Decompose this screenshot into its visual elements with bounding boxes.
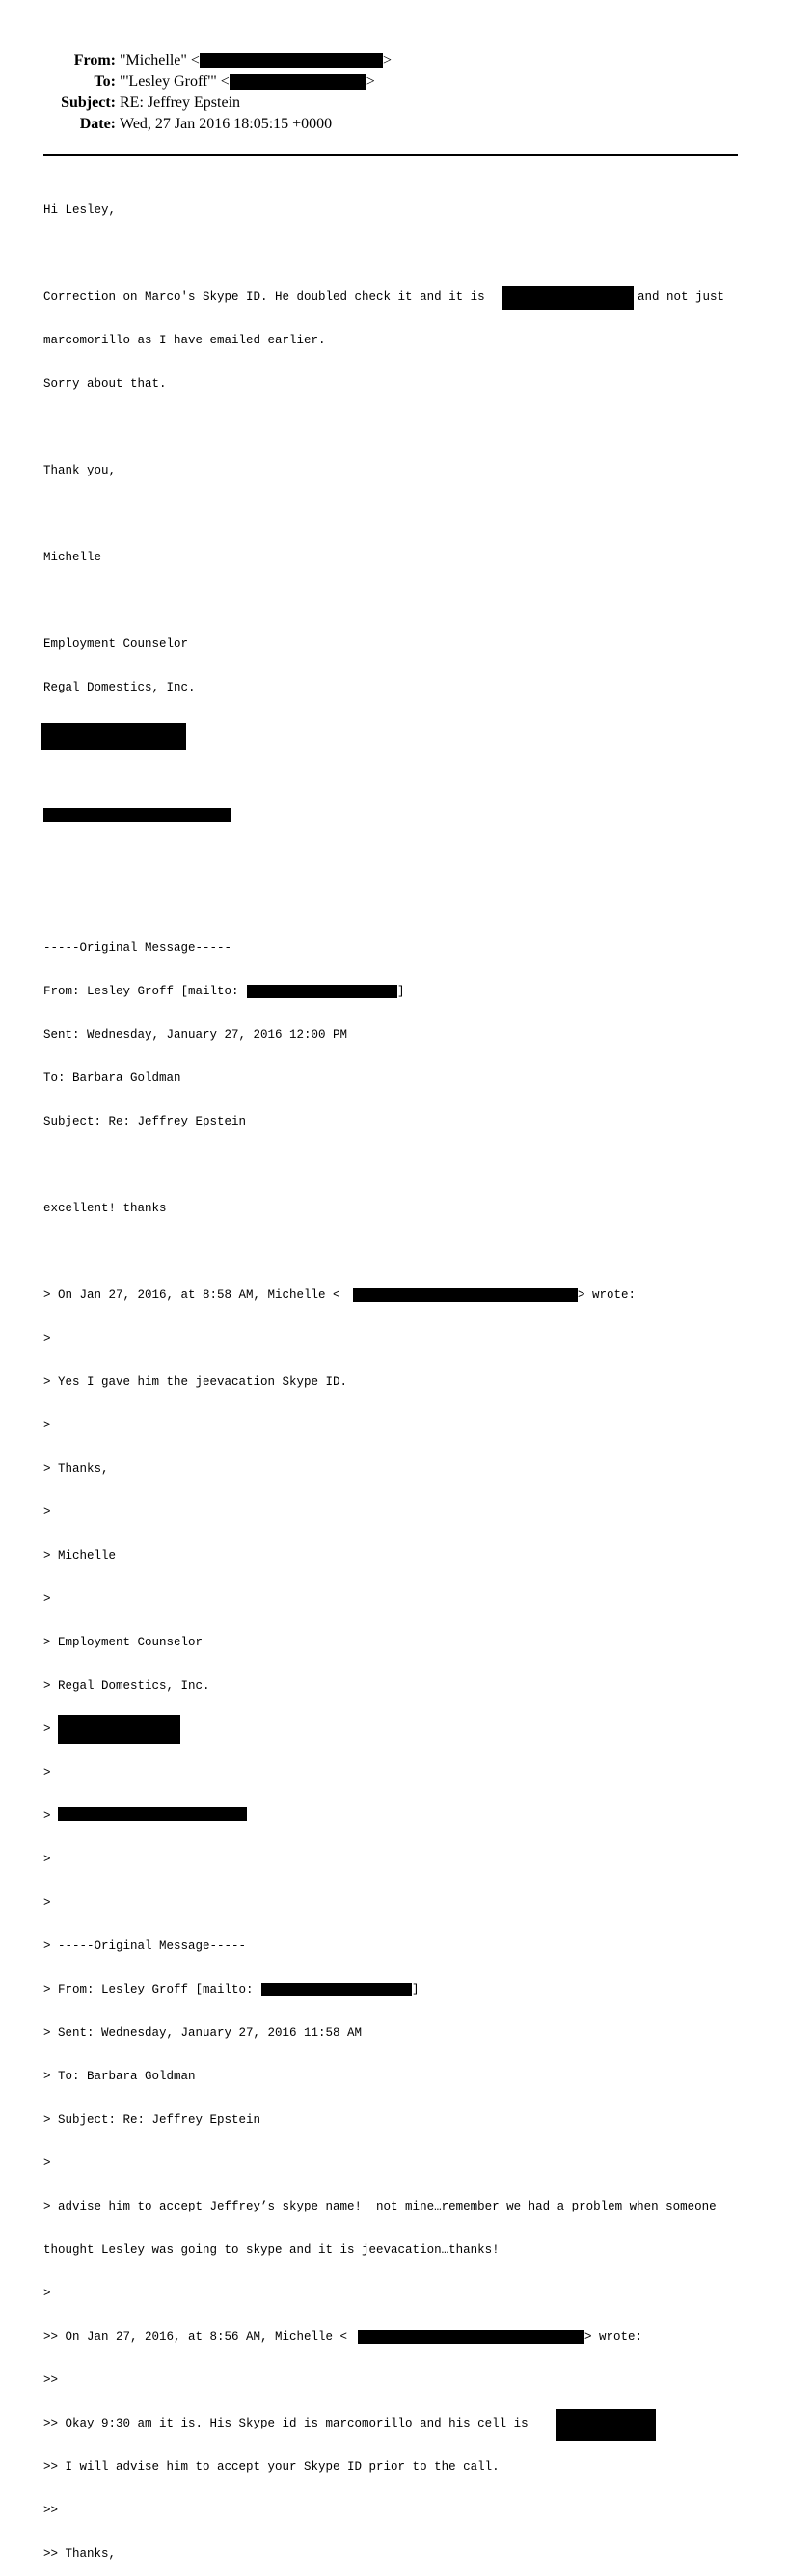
body-line [43,290,757,305]
redacted-block [43,808,231,822]
body-line: Subject: Re: Jeffrey Epstein [43,1115,247,1128]
body-line: > [43,1592,51,1606]
body-line: > Michelle [43,1549,117,1562]
body-line: > [43,2287,51,2300]
redacted-block [230,74,366,90]
quote-marker: > [43,1809,51,1823]
redacted-block [247,985,397,998]
body-line: > [43,1332,51,1345]
body-line: >> [43,2373,59,2387]
body-line: Thank you, [43,464,117,477]
body-line [43,811,757,826]
to-tail: > [366,73,375,90]
redacted-block [261,1983,412,1996]
redacted-block [41,723,186,750]
body-line: thought Lesley was going to skype and it is jeevacation…thanks! [43,2243,500,2257]
body-line: >> [43,2504,59,2517]
body-line: > [43,2156,51,2170]
body-line: To: Barbara Goldman [43,1071,181,1085]
body-line: >> I will advise him to accept your Skype ID prior to the call. [43,2460,500,2474]
body-line: > Regal Domestics, Inc. [43,1679,210,1693]
quote-from-tail: ] [412,1983,420,1996]
body-line [43,2417,757,2431]
body-line: Hi Lesley, [43,203,117,217]
message-body [43,175,757,2576]
from-label: From: [73,52,116,68]
body-line: Michelle [43,551,102,564]
body-line: > -----Original Message----- [43,1939,247,1953]
body-line [43,2330,757,2345]
redacted-block [58,1807,247,1821]
from-tail: > [382,52,392,68]
body-line: > Yes I gave him the jeevacation Skype ID. [43,1375,348,1389]
subject-label: Subject: [61,95,116,111]
from-value [120,51,392,70]
redacted-block [353,1288,578,1302]
body-line: > Employment Counselor [43,1636,204,1649]
body-line [43,1809,757,1824]
body-line: > [43,1896,51,1910]
body-line: > To: Barbara Goldman [43,2070,196,2083]
body-line [43,1288,757,1303]
body-line: >> Thanks, [43,2547,117,2561]
to-value [120,72,375,92]
orig-from-text: From: Lesley Groff [mailto: [43,985,239,998]
body-line [43,985,757,999]
body-line: > [43,1419,51,1432]
body-line: excellent! thanks [43,1202,167,1215]
correction-tail: and not just [638,290,725,304]
quote-on-tail: > wrote: [578,1288,637,1302]
date-label: Date: [79,116,116,132]
body-line: > advise him to accept Jeffrey’s skype name! not mine…remember we had a problem when someone [43,2200,717,2213]
redacted-block [58,1715,180,1744]
orig-from-tail: ] [397,985,405,998]
body-line: > [43,1505,51,1519]
body-line [43,724,757,739]
subject-value: RE: Jeffrey Epstein [120,95,241,111]
body-line [43,1983,757,1997]
correction-text: Correction on Marco's Skype ID. He doubled check it and it is [43,290,485,304]
body-line: Sorry about that. [43,377,167,391]
redacted-block [358,2330,584,2344]
body-line: > Thanks, [43,1462,109,1476]
body-line: > [43,1853,51,1866]
quote-from-text: > From: Lesley Groff [mailto: [43,1983,254,1996]
body-line: > Sent: Wednesday, January 27, 2016 11:58 AM [43,2026,363,2040]
body-line: marcomorillo as I have emailed earlier. [43,334,326,347]
double-quote-okay-text: >> Okay 9:30 am it is. His Skype id is marcomorillo and his cell is [43,2417,529,2430]
body-line: > [43,1766,51,1779]
redacted-block [502,286,634,310]
double-quote-on-text: >> On Jan 27, 2016, at 8:56 AM, Michelle < [43,2330,348,2344]
from-name: "Michelle" < [120,52,200,68]
redacted-block [556,2409,656,2441]
body-line: > Subject: Re: Jeffrey Epstein [43,2113,261,2127]
quote-marker: > [43,1722,51,1736]
body-line: Regal Domestics, Inc. [43,681,196,694]
body-line: Employment Counselor [43,637,189,651]
date-value: Wed, 27 Jan 2016 18:05:15 +0000 [120,116,333,132]
body-line: -----Original Message----- [43,941,232,955]
body-line: Sent: Wednesday, January 27, 2016 12:00 PM [43,1028,348,1042]
double-quote-on-tail: > wrote: [584,2330,643,2344]
header-divider [43,154,738,156]
quote-on-text: > On Jan 27, 2016, at 8:58 AM, Michelle < [43,1288,340,1302]
body-line [43,1722,757,1737]
redacted-block [200,53,383,68]
to-name: "'Lesley Groff'" < [120,73,230,90]
to-label: To: [94,73,116,90]
